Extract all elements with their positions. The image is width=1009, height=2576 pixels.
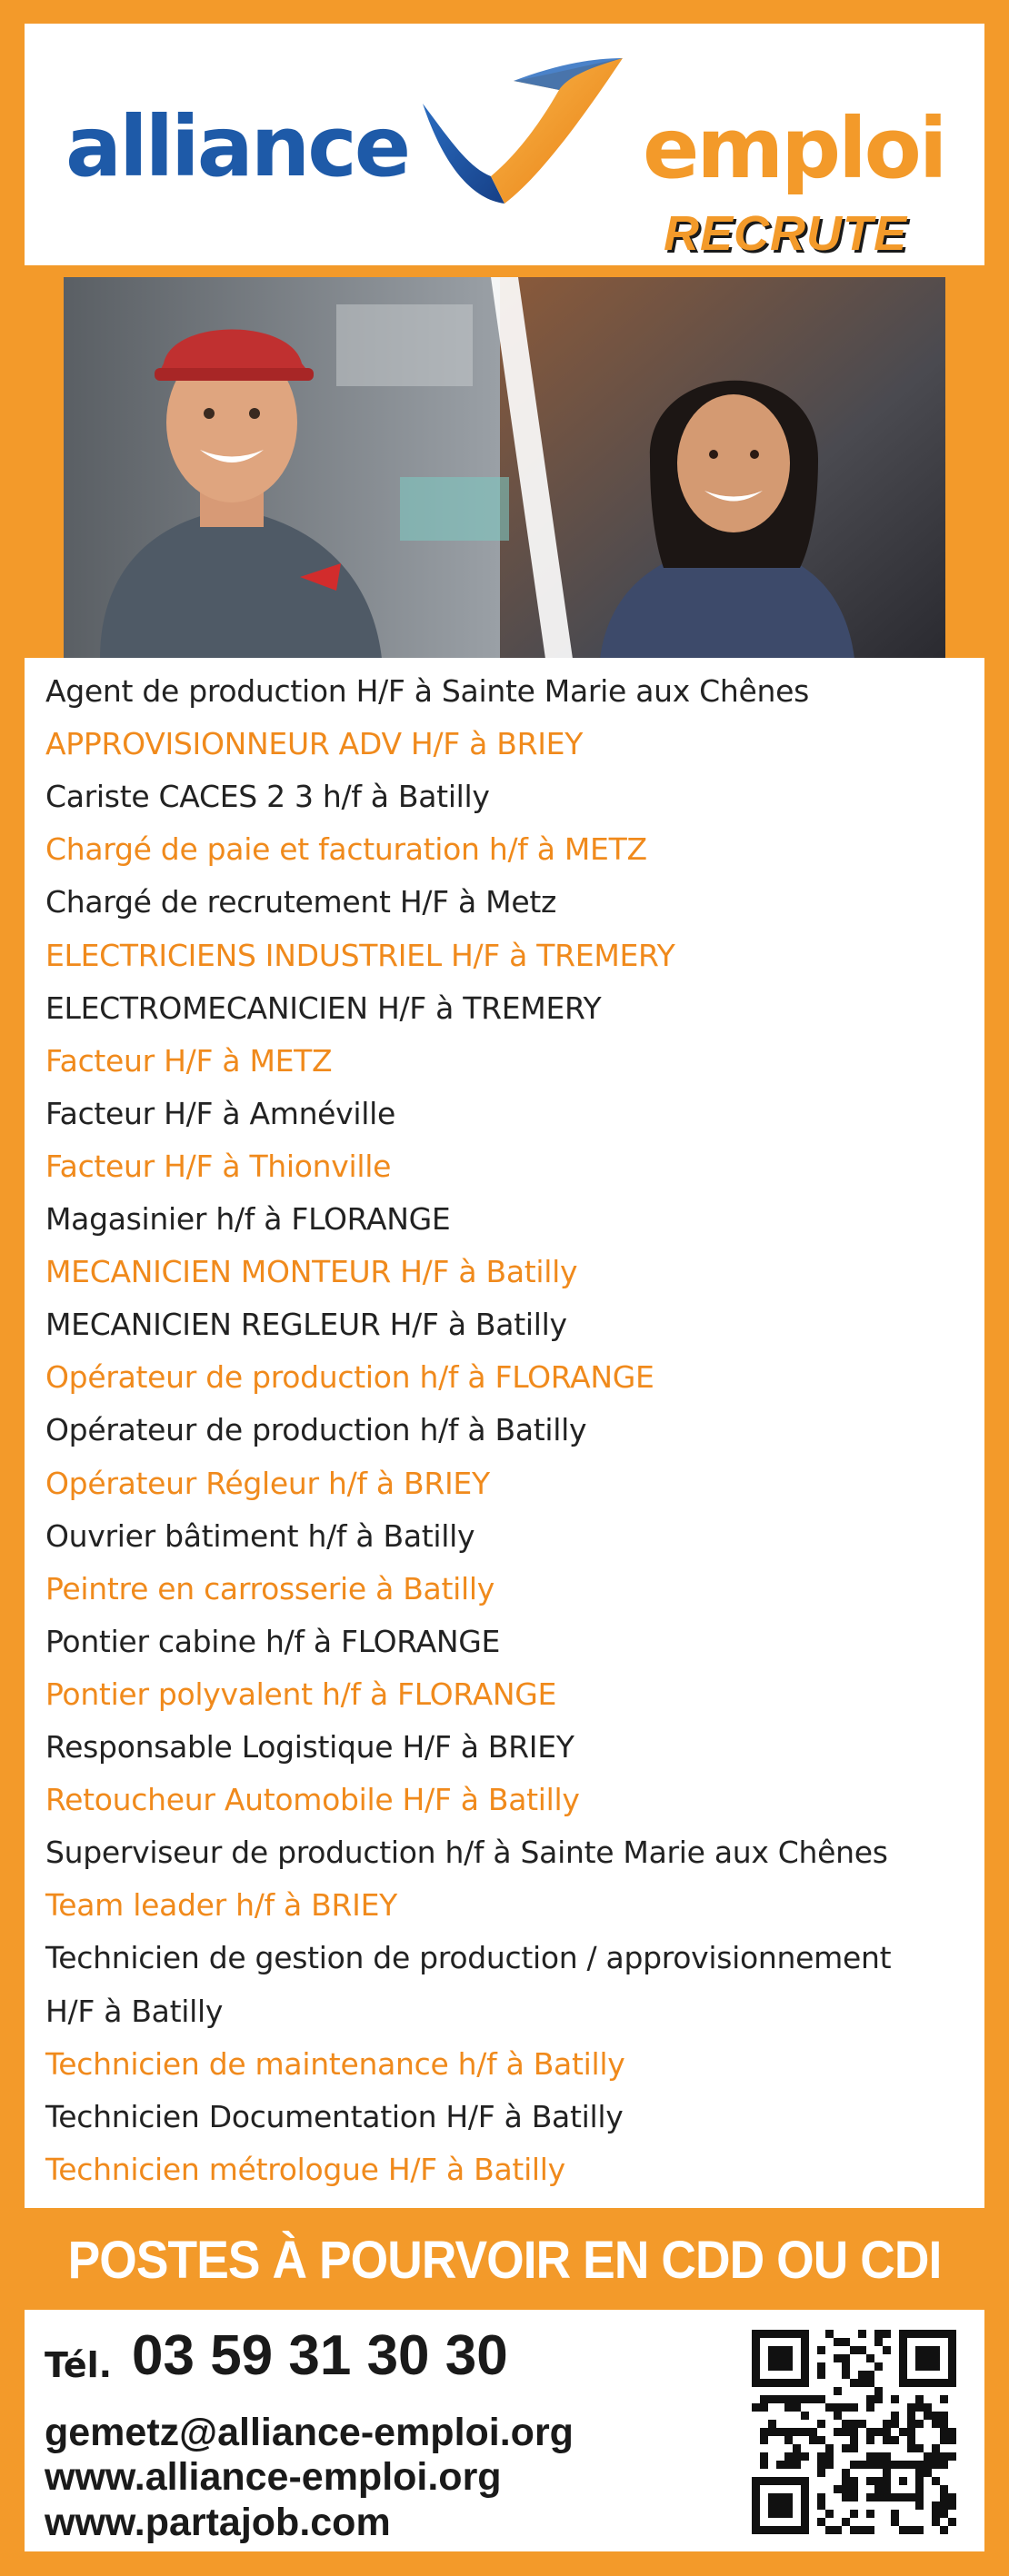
job-listing: Facteur H/F à Amnéville	[45, 1095, 396, 1131]
phone-number[interactable]: 03 59 31 30 30	[132, 2324, 508, 2387]
header	[25, 24, 984, 265]
job-listing: Opérateur de production h/f à FLORANGE	[45, 1359, 654, 1396]
job-listing: Technicien métrologue H/F à Batilly	[45, 2151, 565, 2187]
brand-name-right: emploi	[643, 100, 945, 197]
job-listing: MECANICIEN REGLEUR H/F à Batilly	[45, 1307, 567, 1343]
job-listing: Opérateur de production h/f à Batilly	[45, 1412, 587, 1448]
job-listing: Facteur H/F à Thionville	[45, 1148, 392, 1184]
job-listing: Ouvrier bâtiment h/f à Batilly	[45, 1517, 475, 1554]
job-listing: Peintre en carrosserie à Batilly	[45, 1570, 495, 1606]
job-listing: Team leader h/f à BRIEY	[45, 1887, 397, 1924]
job-listing: Chargé de recrutement H/F à Metz	[45, 884, 557, 920]
mechanics-photo	[64, 277, 945, 659]
website-link[interactable]: www.alliance-emploi.org	[45, 2455, 502, 2499]
tel-label: Tél.	[45, 2345, 113, 2385]
job-listing: Opérateur Régleur h/f à BRIEY	[45, 1465, 490, 1501]
job-listing: Chargé de paie et facturation h/f à METZ	[45, 831, 647, 868]
brand-name-left: alliance	[65, 98, 409, 195]
job-listing: Responsable Logistique H/F à BRIEY	[45, 1729, 574, 1765]
job-listing: Technicien de maintenance h/f à Batilly	[45, 2045, 625, 2082]
partajob-link[interactable]: www.partajob.com	[45, 2501, 391, 2544]
job-listing: Superviseur de production h/f à Sainte Marie aux Chênes	[45, 1835, 888, 1871]
job-listing: Pontier polyvalent h/f à FLORANGE	[45, 1676, 557, 1712]
job-listing: Magasinier h/f à FLORANGE	[45, 1201, 451, 1237]
job-listing: Technicien Documentation H/F à Batilly	[45, 2098, 624, 2134]
job-listing: Technicien de gestion de production / approvisionnement	[45, 1940, 892, 1976]
email-link[interactable]: gemetz@alliance-emploi.org	[45, 2411, 574, 2454]
job-listing: Agent de production H/F à Sainte Marie aux Chênes	[45, 673, 810, 709]
contract-banner	[0, 2214, 1009, 2310]
job-listing: H/F à Batilly	[45, 1993, 224, 2029]
two-mechanics-photo-icon	[64, 277, 945, 659]
job-list	[25, 658, 984, 2208]
job-listing: Retoucheur Automobile H/F à Batilly	[45, 1782, 580, 1818]
alliance-emploi-logo-icon	[405, 40, 641, 222]
job-listing: ELECTRICIENS INDUSTRIEL H/F à TREMERY	[45, 937, 675, 973]
job-listing: APPROVISIONNEUR ADV H/F à BRIEY	[45, 726, 584, 762]
qr-code-icon[interactable]	[752, 2330, 956, 2534]
contact-block	[25, 2310, 984, 2551]
job-listing: Facteur H/F à METZ	[45, 1042, 333, 1079]
banner-text: POSTES À POURVOIR EN CDD OU CDI	[67, 2231, 942, 2290]
job-listing: Cariste CACES 2 3 h/f à Batilly	[45, 779, 490, 815]
job-listing: Pontier cabine h/f à FLORANGE	[45, 1623, 501, 1659]
job-listing: ELECTROMECANICIEN H/F à TREMERY	[45, 990, 602, 1026]
recrute-tagline: RECRUTE	[664, 206, 908, 261]
job-listing: MECANICIEN MONTEUR H/F à Batilly	[45, 1254, 578, 1290]
